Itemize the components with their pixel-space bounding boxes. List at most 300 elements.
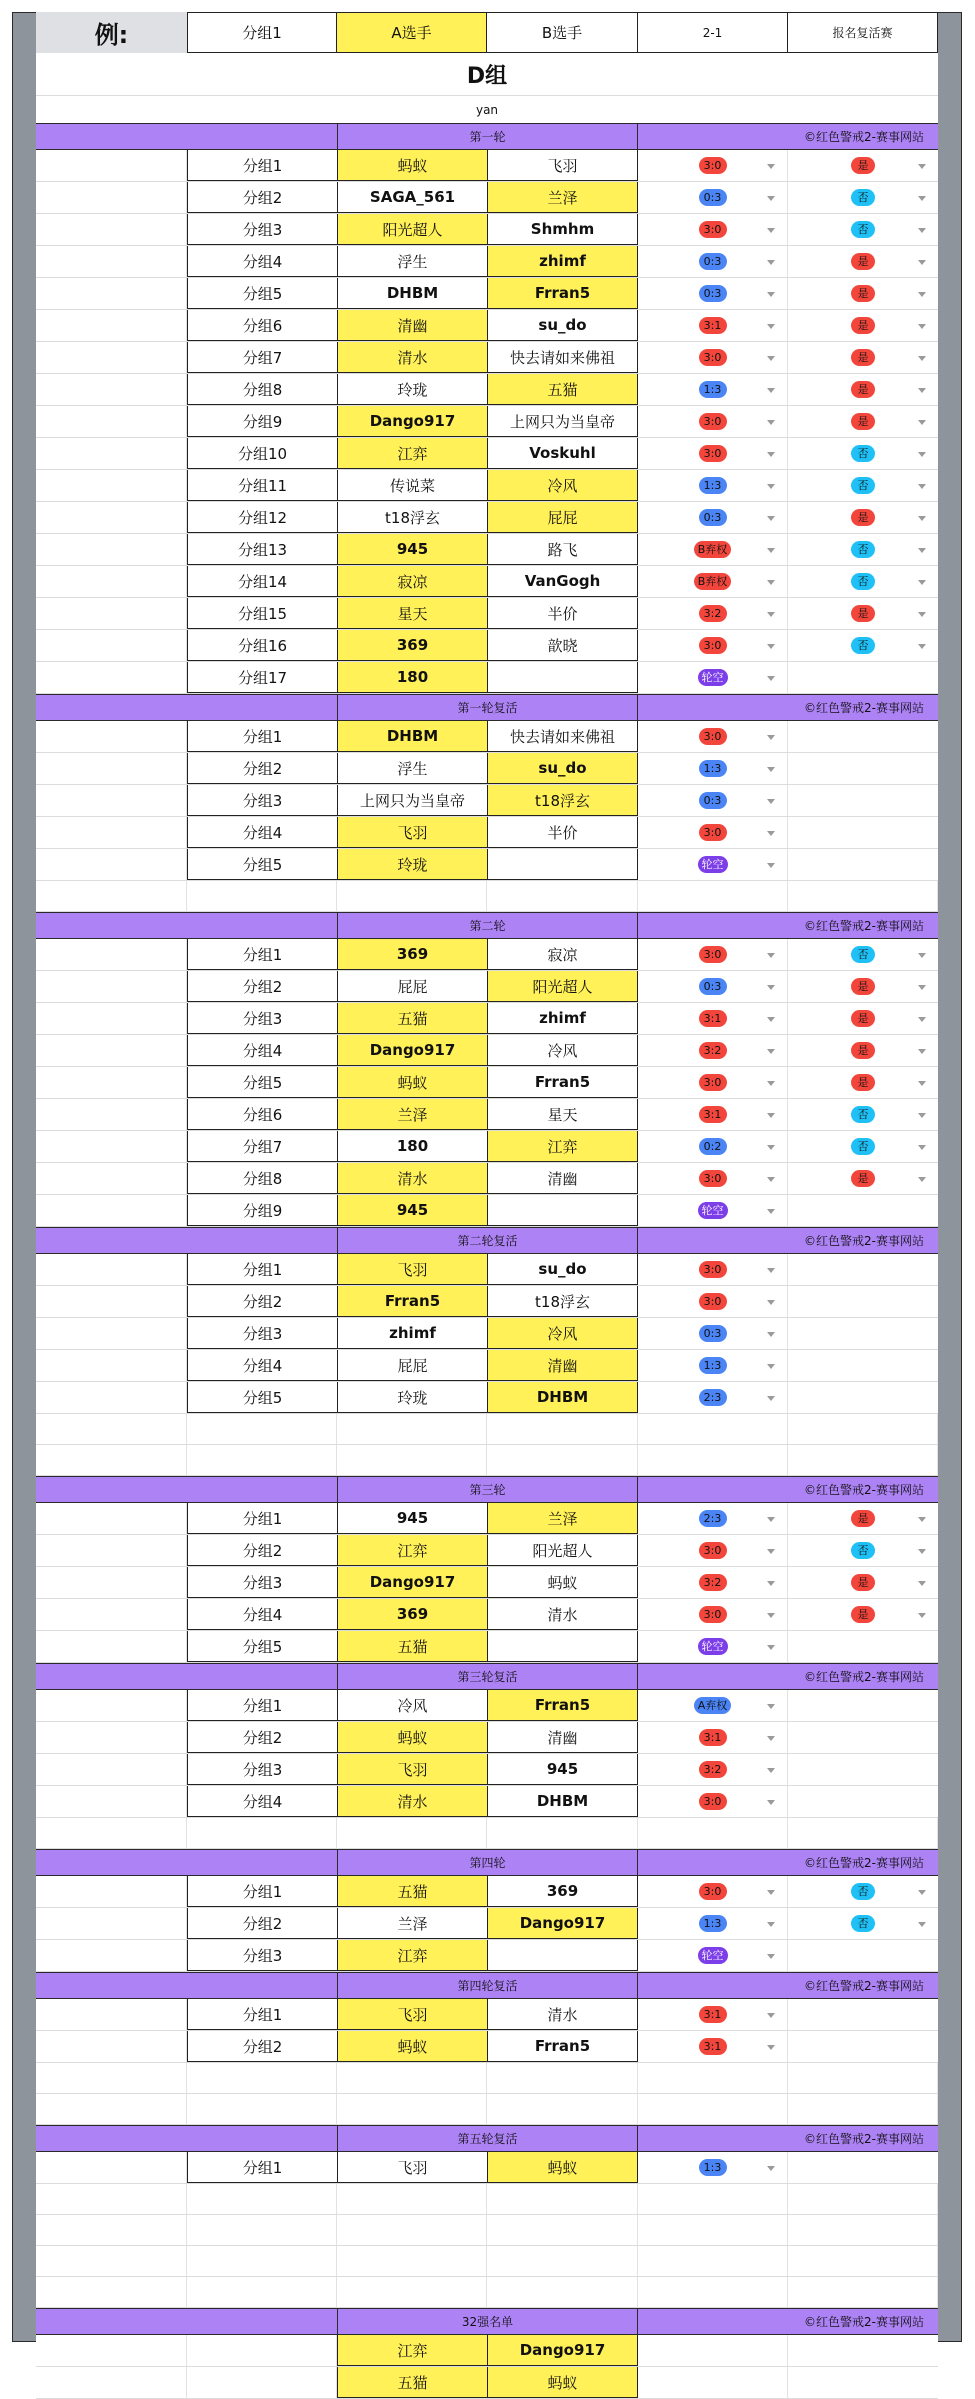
revival-dropdown[interactable] bbox=[788, 534, 938, 565]
empty-cell[interactable] bbox=[36, 1445, 187, 1475]
revival-dropdown[interactable] bbox=[788, 1908, 938, 1939]
empty-cell[interactable] bbox=[36, 1350, 187, 1381]
dropdown-caret-icon[interactable] bbox=[918, 1581, 926, 1586]
player-a[interactable]: 五猫 bbox=[337, 1631, 487, 1662]
empty-cell[interactable] bbox=[788, 2246, 938, 2276]
dropdown-caret-icon[interactable] bbox=[767, 2045, 775, 2050]
empty-cell[interactable] bbox=[638, 881, 788, 911]
score-dropdown[interactable] bbox=[638, 1876, 788, 1907]
dropdown-caret-icon[interactable] bbox=[918, 612, 926, 617]
score-dropdown[interactable] bbox=[638, 1722, 788, 1753]
empty-cell[interactable] bbox=[187, 2184, 337, 2214]
empty-cell[interactable] bbox=[36, 817, 187, 848]
player-b[interactable]: 蚂蚁 bbox=[487, 2152, 638, 2183]
dropdown-caret-icon[interactable] bbox=[918, 484, 926, 489]
score-dropdown[interactable] bbox=[638, 1382, 788, 1413]
empty-cell[interactable] bbox=[36, 1535, 187, 1566]
revival-dropdown[interactable] bbox=[788, 1286, 938, 1317]
empty-cell[interactable] bbox=[36, 881, 187, 911]
player-b[interactable]: 屁屁 bbox=[487, 502, 638, 533]
score-dropdown[interactable] bbox=[638, 2031, 788, 2062]
empty-cell[interactable] bbox=[337, 1414, 487, 1444]
player-a[interactable]: 飞羽 bbox=[337, 817, 487, 848]
score-dropdown[interactable] bbox=[638, 374, 788, 405]
dropdown-caret-icon[interactable] bbox=[767, 196, 775, 201]
player-a[interactable]: 飞羽 bbox=[337, 1254, 487, 1285]
player-b[interactable]: t18浮玄 bbox=[487, 1286, 638, 1317]
revival-dropdown[interactable] bbox=[788, 1722, 938, 1753]
empty-cell[interactable] bbox=[187, 2094, 337, 2124]
player-a[interactable]: 飞羽 bbox=[337, 1754, 487, 1785]
score-dropdown[interactable] bbox=[638, 1003, 788, 1034]
revival-dropdown[interactable] bbox=[788, 2152, 938, 2183]
player-b[interactable]: 清幽 bbox=[487, 1350, 638, 1381]
revival-dropdown[interactable] bbox=[788, 1254, 938, 1285]
player-b[interactable] bbox=[487, 1940, 638, 1971]
dropdown-caret-icon[interactable] bbox=[918, 1922, 926, 1927]
player-b[interactable]: 冷风 bbox=[487, 470, 638, 501]
empty-cell[interactable] bbox=[788, 881, 938, 911]
empty-cell[interactable] bbox=[36, 1940, 187, 1971]
empty-cell[interactable] bbox=[36, 785, 187, 816]
empty-cell[interactable] bbox=[36, 1131, 187, 1162]
score-dropdown[interactable] bbox=[638, 1908, 788, 1939]
empty-cell[interactable] bbox=[36, 246, 187, 277]
player-a[interactable]: zhimf bbox=[337, 1318, 487, 1349]
dropdown-caret-icon[interactable] bbox=[767, 831, 775, 836]
player-a[interactable]: t18浮玄 bbox=[337, 502, 487, 533]
empty-cell[interactable] bbox=[788, 2063, 938, 2093]
empty-cell[interactable] bbox=[36, 1035, 187, 1066]
player-b[interactable]: 路飞 bbox=[487, 534, 638, 565]
player-b[interactable]: 清幽 bbox=[487, 1722, 638, 1753]
score-dropdown[interactable] bbox=[638, 1999, 788, 2030]
score-dropdown[interactable] bbox=[638, 150, 788, 181]
revival-dropdown[interactable] bbox=[788, 2031, 938, 2062]
score-dropdown[interactable] bbox=[638, 598, 788, 629]
dropdown-caret-icon[interactable] bbox=[767, 1613, 775, 1618]
dropdown-caret-icon[interactable] bbox=[767, 1768, 775, 1773]
score-dropdown[interactable] bbox=[638, 1786, 788, 1817]
dropdown-caret-icon[interactable] bbox=[767, 484, 775, 489]
dropdown-caret-icon[interactable] bbox=[767, 292, 775, 297]
player-b[interactable]: 星天 bbox=[487, 1099, 638, 1130]
empty-cell[interactable] bbox=[337, 2063, 487, 2093]
player-b[interactable]: 兰泽 bbox=[487, 182, 638, 213]
player-b[interactable]: t18浮玄 bbox=[487, 785, 638, 816]
revival-dropdown[interactable] bbox=[788, 1567, 938, 1598]
player-a[interactable]: 945 bbox=[337, 534, 487, 565]
player-b[interactable]: Dango917 bbox=[487, 1908, 638, 1939]
empty-cell[interactable] bbox=[36, 2184, 187, 2214]
player-a[interactable]: 浮生 bbox=[337, 246, 487, 277]
player-b[interactable]: 歆晓 bbox=[487, 630, 638, 661]
revival-dropdown[interactable] bbox=[788, 817, 938, 848]
score-dropdown[interactable] bbox=[638, 1754, 788, 1785]
player-a[interactable]: 清水 bbox=[337, 1786, 487, 1817]
player-a[interactable]: DHBM bbox=[337, 721, 487, 752]
revival-dropdown[interactable] bbox=[788, 939, 938, 970]
dropdown-caret-icon[interactable] bbox=[767, 452, 775, 457]
player-b[interactable]: su_do bbox=[487, 310, 638, 341]
score-dropdown[interactable] bbox=[638, 342, 788, 373]
score-dropdown[interactable] bbox=[638, 246, 788, 277]
player-b[interactable]: DHBM bbox=[487, 1382, 638, 1413]
empty-cell[interactable] bbox=[487, 2215, 638, 2245]
empty-cell[interactable] bbox=[36, 502, 187, 533]
player-b[interactable]: 上网只为当皇帝 bbox=[487, 406, 638, 437]
empty-cell[interactable] bbox=[337, 2246, 487, 2276]
score-dropdown[interactable] bbox=[638, 1318, 788, 1349]
dropdown-caret-icon[interactable] bbox=[767, 420, 775, 425]
player-b[interactable]: 369 bbox=[487, 1876, 638, 1907]
empty-cell[interactable] bbox=[337, 2094, 487, 2124]
dropdown-caret-icon[interactable] bbox=[767, 676, 775, 681]
empty-cell[interactable] bbox=[638, 2246, 788, 2276]
player-b[interactable]: 兰泽 bbox=[487, 1503, 638, 1534]
empty-cell[interactable] bbox=[36, 598, 187, 629]
player-b[interactable]: 半价 bbox=[487, 817, 638, 848]
player-a[interactable]: 飞羽 bbox=[337, 2152, 487, 2183]
empty-cell[interactable] bbox=[487, 2184, 638, 2214]
empty-cell[interactable] bbox=[36, 753, 187, 784]
dropdown-caret-icon[interactable] bbox=[918, 420, 926, 425]
dropdown-caret-icon[interactable] bbox=[767, 1549, 775, 1554]
revival-dropdown[interactable] bbox=[788, 1350, 938, 1381]
revival-dropdown[interactable] bbox=[788, 1999, 938, 2030]
empty-cell[interactable] bbox=[36, 1414, 187, 1444]
player-b[interactable]: Voskuhl bbox=[487, 438, 638, 469]
empty-cell[interactable] bbox=[36, 971, 187, 1002]
dropdown-caret-icon[interactable] bbox=[767, 324, 775, 329]
player-b[interactable]: 蚂蚁 bbox=[487, 1567, 638, 1598]
empty-cell[interactable] bbox=[487, 2063, 638, 2093]
revival-dropdown[interactable] bbox=[788, 470, 938, 501]
empty-cell[interactable] bbox=[638, 1818, 788, 1848]
player-a[interactable]: 兰泽 bbox=[337, 1099, 487, 1130]
empty-cell[interactable] bbox=[36, 1195, 187, 1226]
score-dropdown[interactable] bbox=[638, 1035, 788, 1066]
revival-dropdown[interactable] bbox=[788, 246, 938, 277]
player-b[interactable]: 半价 bbox=[487, 598, 638, 629]
dropdown-caret-icon[interactable] bbox=[918, 1145, 926, 1150]
score-dropdown[interactable] bbox=[638, 1195, 788, 1226]
score-dropdown[interactable] bbox=[638, 1163, 788, 1194]
dropdown-caret-icon[interactable] bbox=[767, 2166, 775, 2171]
dropdown-caret-icon[interactable] bbox=[918, 260, 926, 265]
dropdown-caret-icon[interactable] bbox=[767, 1645, 775, 1650]
dropdown-caret-icon[interactable] bbox=[767, 1113, 775, 1118]
empty-cell[interactable] bbox=[638, 2277, 788, 2307]
dropdown-caret-icon[interactable] bbox=[918, 1613, 926, 1618]
player-b[interactable]: 冷风 bbox=[487, 1035, 638, 1066]
score-dropdown[interactable] bbox=[638, 1067, 788, 1098]
empty-cell[interactable] bbox=[36, 566, 187, 597]
player-b[interactable]: 快去请如来佛祖 bbox=[487, 342, 638, 373]
dropdown-caret-icon[interactable] bbox=[918, 516, 926, 521]
revival-dropdown[interactable] bbox=[788, 374, 938, 405]
player-b[interactable]: 冷风 bbox=[487, 1318, 638, 1349]
player-a[interactable]: 飞羽 bbox=[337, 1999, 487, 2030]
dropdown-caret-icon[interactable] bbox=[767, 1736, 775, 1741]
player-a[interactable]: 369 bbox=[337, 630, 487, 661]
empty-cell[interactable] bbox=[337, 2277, 487, 2307]
score-dropdown[interactable] bbox=[638, 1254, 788, 1285]
player-b[interactable]: Frran5 bbox=[487, 1690, 638, 1721]
dropdown-caret-icon[interactable] bbox=[918, 644, 926, 649]
score-dropdown[interactable] bbox=[638, 1503, 788, 1534]
score-dropdown[interactable] bbox=[638, 753, 788, 784]
dropdown-caret-icon[interactable] bbox=[767, 228, 775, 233]
dropdown-caret-icon[interactable] bbox=[918, 1890, 926, 1895]
empty-cell[interactable] bbox=[788, 2367, 938, 2398]
dropdown-caret-icon[interactable] bbox=[767, 356, 775, 361]
revival-dropdown[interactable] bbox=[788, 971, 938, 1002]
dropdown-caret-icon[interactable] bbox=[918, 1517, 926, 1522]
dropdown-caret-icon[interactable] bbox=[767, 164, 775, 169]
empty-cell[interactable] bbox=[788, 1445, 938, 1475]
empty-cell[interactable] bbox=[638, 1445, 788, 1475]
empty-cell[interactable] bbox=[187, 2367, 337, 2398]
empty-cell[interactable] bbox=[36, 2277, 187, 2307]
player-a[interactable]: 945 bbox=[337, 1503, 487, 1534]
empty-cell[interactable] bbox=[36, 2367, 187, 2398]
player-b[interactable] bbox=[487, 849, 638, 880]
dropdown-caret-icon[interactable] bbox=[767, 1049, 775, 1054]
empty-cell[interactable] bbox=[487, 1445, 638, 1475]
revival-dropdown[interactable] bbox=[788, 502, 938, 533]
empty-cell[interactable] bbox=[36, 630, 187, 661]
empty-cell[interactable] bbox=[36, 1099, 187, 1130]
score-dropdown[interactable] bbox=[638, 1567, 788, 1598]
dropdown-caret-icon[interactable] bbox=[918, 164, 926, 169]
player-a[interactable]: 180 bbox=[337, 662, 487, 693]
player-a[interactable]: 369 bbox=[337, 1599, 487, 1630]
dropdown-caret-icon[interactable] bbox=[767, 2013, 775, 2018]
score-dropdown[interactable] bbox=[638, 1535, 788, 1566]
player-b[interactable]: Frran5 bbox=[487, 1067, 638, 1098]
empty-cell[interactable] bbox=[36, 2031, 187, 2062]
player-a[interactable]: 玲珑 bbox=[337, 1382, 487, 1413]
score-dropdown[interactable] bbox=[638, 1690, 788, 1721]
revival-dropdown[interactable] bbox=[788, 1163, 938, 1194]
revival-dropdown[interactable] bbox=[788, 406, 938, 437]
empty-cell[interactable] bbox=[788, 2184, 938, 2214]
score-dropdown[interactable] bbox=[638, 1350, 788, 1381]
score-dropdown[interactable] bbox=[638, 1599, 788, 1630]
player-a[interactable]: 945 bbox=[337, 1195, 487, 1226]
dropdown-caret-icon[interactable] bbox=[767, 580, 775, 585]
dropdown-caret-icon[interactable] bbox=[918, 953, 926, 958]
empty-cell[interactable] bbox=[36, 721, 187, 752]
empty-cell[interactable] bbox=[487, 2246, 638, 2276]
empty-cell[interactable] bbox=[36, 1754, 187, 1785]
dropdown-caret-icon[interactable] bbox=[767, 1017, 775, 1022]
dropdown-caret-icon[interactable] bbox=[918, 1177, 926, 1182]
revival-dropdown[interactable] bbox=[788, 1503, 938, 1534]
player-a[interactable]: 蚂蚁 bbox=[337, 150, 487, 181]
player-a[interactable]: 蚂蚁 bbox=[337, 1067, 487, 1098]
revival-dropdown[interactable] bbox=[788, 1067, 938, 1098]
dropdown-caret-icon[interactable] bbox=[767, 1517, 775, 1522]
player-b[interactable]: 945 bbox=[487, 1754, 638, 1785]
revival-dropdown[interactable] bbox=[788, 566, 938, 597]
player-a[interactable]: 五猫 bbox=[337, 1876, 487, 1907]
player-a[interactable]: 寂凉 bbox=[337, 566, 487, 597]
empty-cell[interactable] bbox=[187, 2215, 337, 2245]
dropdown-caret-icon[interactable] bbox=[767, 767, 775, 772]
revival-dropdown[interactable] bbox=[788, 598, 938, 629]
empty-cell[interactable] bbox=[187, 2246, 337, 2276]
empty-cell[interactable] bbox=[788, 2215, 938, 2245]
revival-dropdown[interactable] bbox=[788, 1876, 938, 1907]
empty-cell[interactable] bbox=[36, 1876, 187, 1907]
revival-dropdown[interactable] bbox=[788, 1754, 938, 1785]
dropdown-caret-icon[interactable] bbox=[767, 1800, 775, 1805]
score-dropdown[interactable] bbox=[638, 1099, 788, 1130]
player-b[interactable]: su_do bbox=[487, 1254, 638, 1285]
dropdown-caret-icon[interactable] bbox=[767, 1268, 775, 1273]
revival-dropdown[interactable] bbox=[788, 1195, 938, 1226]
score-dropdown[interactable] bbox=[638, 438, 788, 469]
score-dropdown[interactable] bbox=[638, 1631, 788, 1662]
dropdown-caret-icon[interactable] bbox=[767, 260, 775, 265]
dropdown-caret-icon[interactable] bbox=[767, 1954, 775, 1959]
empty-cell[interactable] bbox=[187, 1818, 337, 1848]
dropdown-caret-icon[interactable] bbox=[767, 953, 775, 958]
player-a[interactable]: 江弈 bbox=[337, 438, 487, 469]
empty-cell[interactable] bbox=[36, 1999, 187, 2030]
dropdown-caret-icon[interactable] bbox=[767, 985, 775, 990]
dropdown-caret-icon[interactable] bbox=[767, 1890, 775, 1895]
score-dropdown[interactable] bbox=[638, 214, 788, 245]
dropdown-caret-icon[interactable] bbox=[767, 612, 775, 617]
empty-cell[interactable] bbox=[36, 662, 187, 693]
player-b[interactable] bbox=[487, 1631, 638, 1662]
dropdown-caret-icon[interactable] bbox=[767, 1209, 775, 1214]
empty-cell[interactable] bbox=[487, 2277, 638, 2307]
revival-dropdown[interactable] bbox=[788, 182, 938, 213]
score-dropdown[interactable] bbox=[638, 971, 788, 1002]
empty-cell[interactable] bbox=[36, 2094, 187, 2124]
empty-cell[interactable] bbox=[36, 470, 187, 501]
dropdown-caret-icon[interactable] bbox=[918, 228, 926, 233]
empty-cell[interactable] bbox=[187, 1414, 337, 1444]
player-a[interactable]: 180 bbox=[337, 1131, 487, 1162]
dropdown-caret-icon[interactable] bbox=[767, 1081, 775, 1086]
empty-cell[interactable] bbox=[36, 1163, 187, 1194]
player-a[interactable]: Dango917 bbox=[337, 406, 487, 437]
player-a[interactable]: 屁屁 bbox=[337, 1350, 487, 1381]
player-a[interactable]: 江弈 bbox=[337, 1940, 487, 1971]
dropdown-caret-icon[interactable] bbox=[767, 388, 775, 393]
player-a[interactable]: 清水 bbox=[337, 1163, 487, 1194]
player-a[interactable]: 玲珑 bbox=[337, 374, 487, 405]
dropdown-caret-icon[interactable] bbox=[918, 548, 926, 553]
dropdown-caret-icon[interactable] bbox=[918, 1017, 926, 1022]
empty-cell[interactable] bbox=[187, 2063, 337, 2093]
empty-cell[interactable] bbox=[638, 2367, 788, 2398]
empty-cell[interactable] bbox=[36, 278, 187, 309]
player-b[interactable]: 清水 bbox=[487, 1599, 638, 1630]
dropdown-caret-icon[interactable] bbox=[767, 799, 775, 804]
empty-cell[interactable] bbox=[36, 939, 187, 970]
empty-cell[interactable] bbox=[638, 2184, 788, 2214]
player-a[interactable]: 星天 bbox=[337, 598, 487, 629]
player-a[interactable]: Dango917 bbox=[337, 1035, 487, 1066]
player-b[interactable]: 寂凉 bbox=[487, 939, 638, 970]
dropdown-caret-icon[interactable] bbox=[918, 1113, 926, 1118]
dropdown-caret-icon[interactable] bbox=[767, 1581, 775, 1586]
revival-dropdown[interactable] bbox=[788, 1599, 938, 1630]
revival-dropdown[interactable] bbox=[788, 1035, 938, 1066]
player-b[interactable]: 江弈 bbox=[487, 1131, 638, 1162]
player-a[interactable]: 清幽 bbox=[337, 310, 487, 341]
empty-cell[interactable] bbox=[36, 849, 187, 880]
player-b[interactable] bbox=[487, 1195, 638, 1226]
revival-dropdown[interactable] bbox=[788, 214, 938, 245]
player-b[interactable]: Frran5 bbox=[487, 2031, 638, 2062]
empty-cell[interactable] bbox=[487, 1414, 638, 1444]
player-b[interactable]: 清水 bbox=[487, 1999, 638, 2030]
empty-cell[interactable] bbox=[187, 2277, 337, 2307]
score-dropdown[interactable] bbox=[638, 182, 788, 213]
score-dropdown[interactable] bbox=[638, 1940, 788, 1971]
empty-cell[interactable] bbox=[337, 2184, 487, 2214]
revival-dropdown[interactable] bbox=[788, 278, 938, 309]
player-b[interactable]: 飞羽 bbox=[487, 150, 638, 181]
dropdown-caret-icon[interactable] bbox=[918, 356, 926, 361]
score-dropdown[interactable] bbox=[638, 630, 788, 661]
revival-dropdown[interactable] bbox=[788, 630, 938, 661]
empty-cell[interactable] bbox=[36, 534, 187, 565]
player-b[interactable]: 清幽 bbox=[487, 1163, 638, 1194]
empty-cell[interactable] bbox=[36, 1690, 187, 1721]
player-a[interactable]: 蚂蚁 bbox=[337, 2031, 487, 2062]
empty-cell[interactable] bbox=[638, 2063, 788, 2093]
player-a[interactable]: 玲珑 bbox=[337, 849, 487, 880]
dropdown-caret-icon[interactable] bbox=[918, 985, 926, 990]
revival-dropdown[interactable] bbox=[788, 721, 938, 752]
player-a[interactable]: 屁屁 bbox=[337, 971, 487, 1002]
revival-dropdown[interactable] bbox=[788, 342, 938, 373]
score-dropdown[interactable] bbox=[638, 310, 788, 341]
revival-dropdown[interactable] bbox=[788, 1382, 938, 1413]
score-dropdown[interactable] bbox=[638, 662, 788, 693]
empty-cell[interactable] bbox=[36, 2215, 187, 2245]
revival-dropdown[interactable] bbox=[788, 785, 938, 816]
empty-cell[interactable] bbox=[36, 1818, 187, 1848]
revival-dropdown[interactable] bbox=[788, 849, 938, 880]
empty-cell[interactable] bbox=[36, 1631, 187, 1662]
player-b[interactable]: DHBM bbox=[487, 1786, 638, 1817]
score-dropdown[interactable] bbox=[638, 1286, 788, 1317]
player-b[interactable]: VanGogh bbox=[487, 566, 638, 597]
empty-cell[interactable] bbox=[36, 1599, 187, 1630]
revival-dropdown[interactable] bbox=[788, 753, 938, 784]
player-b[interactable]: 五猫 bbox=[487, 374, 638, 405]
dropdown-caret-icon[interactable] bbox=[767, 735, 775, 740]
empty-cell[interactable] bbox=[36, 2335, 187, 2366]
empty-cell[interactable] bbox=[487, 1818, 638, 1848]
empty-cell[interactable] bbox=[36, 1908, 187, 1939]
revival-dropdown[interactable] bbox=[788, 1003, 938, 1034]
player-a[interactable]: 上网只为当皇帝 bbox=[337, 785, 487, 816]
player-a[interactable]: 浮生 bbox=[337, 753, 487, 784]
empty-cell[interactable] bbox=[187, 2335, 337, 2366]
revival-dropdown[interactable] bbox=[788, 662, 938, 693]
empty-cell[interactable] bbox=[36, 214, 187, 245]
